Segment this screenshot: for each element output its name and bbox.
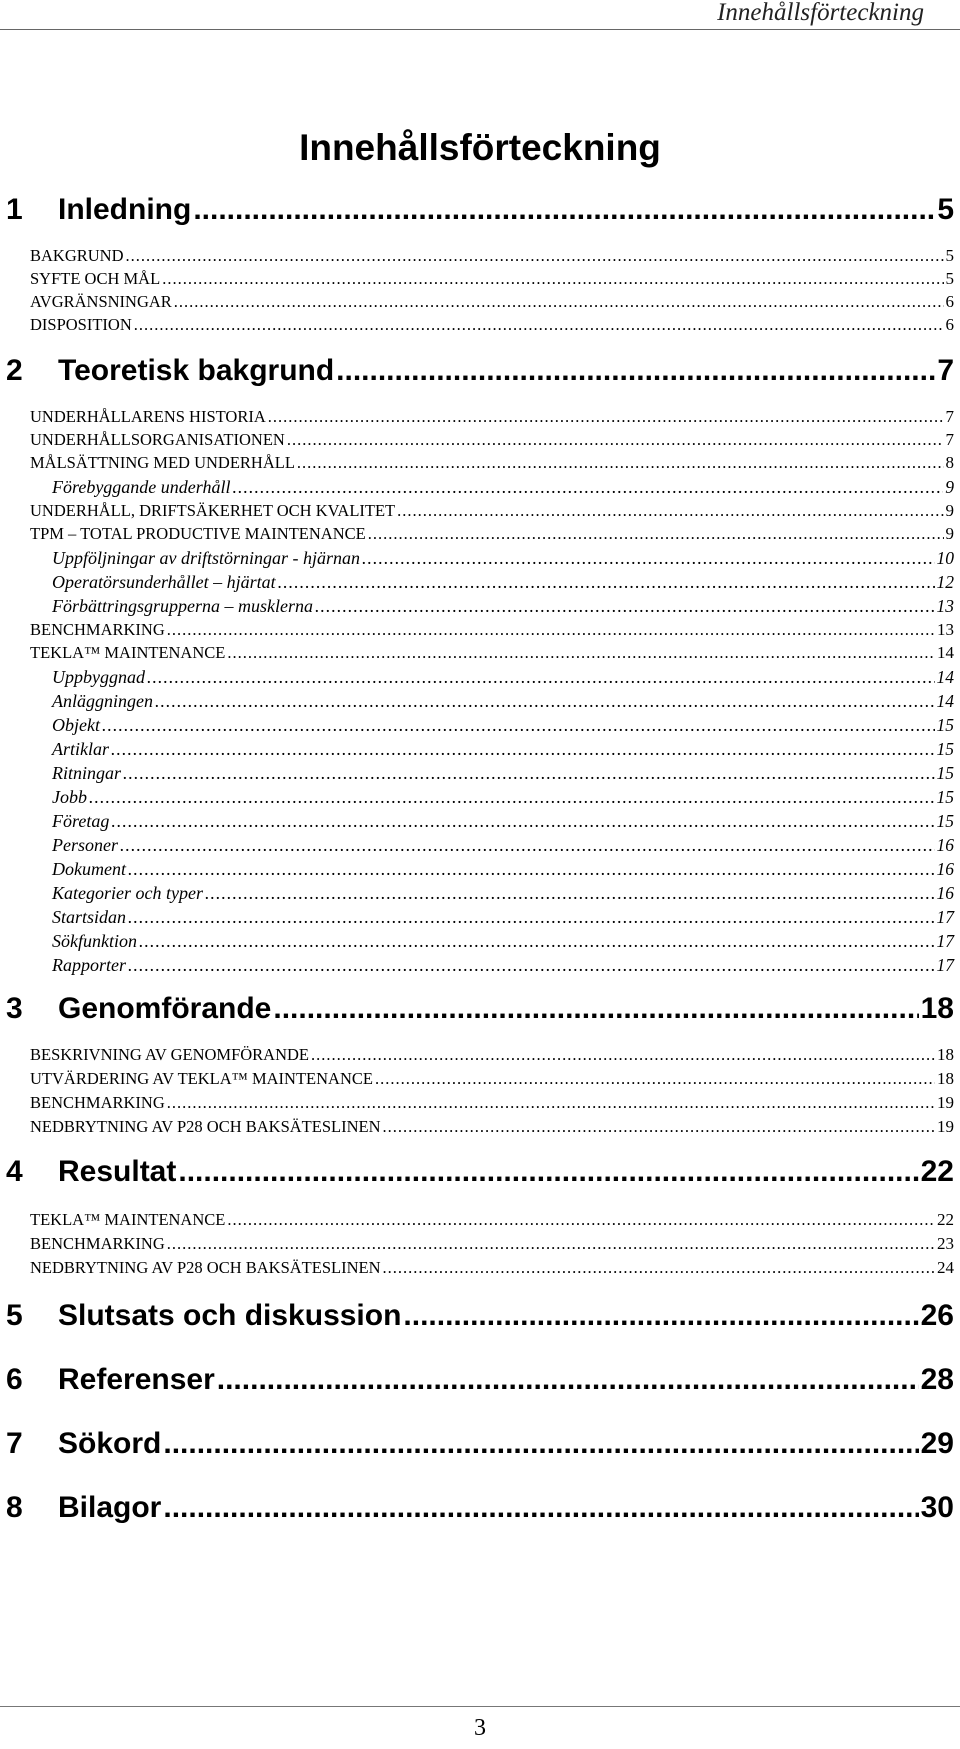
chapter-page: 22 [920, 1155, 954, 1188]
toc-subentry[interactable] [52, 547, 954, 569]
toc-subentry[interactable] [52, 906, 954, 928]
dot-leader [163, 1424, 918, 1464]
entry-page: 9 [945, 477, 954, 497]
entry-title: TEKLA™ MAINTENANCE [30, 1210, 226, 1229]
chapter-number: 4 [6, 1155, 23, 1188]
toc-entry[interactable] [30, 429, 954, 451]
chapter-title: Inledning [58, 193, 192, 226]
entry-page: 18 [937, 1069, 954, 1088]
entry-title: Sökfunktion [52, 931, 137, 951]
toc-entry[interactable] [30, 268, 954, 290]
chapter-page: 18 [920, 992, 954, 1025]
dot-leader [383, 1257, 935, 1279]
dot-leader [123, 762, 934, 784]
toc-subentry[interactable] [52, 762, 954, 784]
toc-entry[interactable] [30, 245, 954, 267]
dot-leader [311, 1044, 935, 1066]
dot-leader [397, 500, 943, 522]
entry-page: 23 [937, 1234, 954, 1253]
entry-page: 16 [936, 835, 954, 855]
toc-entry[interactable] [30, 452, 954, 474]
toc-entry[interactable] [30, 1092, 954, 1114]
entry-page: 15 [936, 811, 954, 831]
entry-page: 10 [936, 548, 954, 568]
dot-leader [174, 291, 944, 313]
dot-leader [315, 595, 935, 617]
dot-leader [134, 314, 944, 336]
footer-divider [0, 1706, 960, 1707]
dot-leader [227, 642, 935, 664]
toc-subentry[interactable] [52, 810, 954, 832]
toc-subentry[interactable] [52, 882, 954, 904]
chapter-title: Slutsats och diskussion [58, 1299, 402, 1332]
chapter-page: 26 [920, 1299, 954, 1332]
entry-page: 7 [945, 407, 954, 426]
toc-entry[interactable] [30, 500, 954, 522]
entry-title: UNDERHÅLL, DRIFTSÄKERHET OCH KVALITET [30, 501, 396, 520]
entry-page: 15 [936, 787, 954, 807]
dot-leader [287, 429, 944, 451]
chapter-page: 28 [920, 1363, 954, 1396]
dot-leader [147, 666, 935, 688]
toc-entry[interactable] [30, 291, 954, 313]
entry-title: Anläggningen [52, 691, 153, 711]
entry-page: 16 [936, 883, 954, 903]
toc-chapter-8[interactable] [0, 1488, 954, 1528]
entry-page: 7 [945, 430, 954, 449]
entry-title: Kategorier och typer [52, 883, 203, 903]
toc-subentry[interactable] [52, 834, 954, 856]
entry-page: 5 [945, 246, 954, 265]
entry-page: 14 [937, 643, 954, 662]
toc-entry[interactable] [30, 1044, 954, 1066]
dot-leader [155, 690, 935, 712]
toc-entry[interactable] [30, 619, 954, 641]
entry-title: UTVÄRDERING AV TEKLA™ MAINTENANCE [30, 1069, 373, 1088]
dot-leader [163, 1488, 918, 1528]
dot-leader [128, 954, 935, 976]
dot-leader [268, 406, 944, 428]
toc-entry[interactable] [30, 1068, 954, 1090]
toc-entry[interactable] [30, 1257, 954, 1279]
dot-leader [278, 571, 935, 593]
chapter-number: 3 [6, 992, 23, 1025]
entry-title: MÅLSÄTTNING MED UNDERHÅLL [30, 453, 295, 472]
entry-title: Artiklar [52, 739, 109, 759]
entry-title: BENCHMARKING [30, 1093, 165, 1112]
entry-title: Startsidan [52, 907, 127, 927]
dot-leader [102, 714, 935, 736]
toc-subentry[interactable] [52, 595, 954, 617]
dot-leader [205, 882, 935, 904]
entry-page: 17 [936, 931, 954, 951]
toc-subentry[interactable] [52, 476, 954, 498]
toc-subentry[interactable] [52, 954, 954, 976]
entry-title: Operatörsunderhållet – hjärtat [52, 572, 276, 592]
toc-subentry[interactable] [52, 930, 954, 952]
entry-page: 15 [936, 715, 954, 735]
dot-leader [383, 1116, 935, 1138]
entry-page: 18 [937, 1045, 954, 1064]
dot-leader [111, 810, 934, 832]
dot-leader [232, 476, 943, 498]
entry-page: 15 [936, 763, 954, 783]
entry-title: Förbättringsgrupperna – musklerna [52, 596, 313, 616]
entry-title: Rapporter [52, 955, 126, 975]
dot-leader [227, 1209, 935, 1231]
toc-entry[interactable] [30, 1116, 954, 1138]
entry-title: NEDBRYTNING AV P28 OCH BAKSÄTESLINEN [30, 1258, 381, 1277]
chapter-title: Resultat [58, 1155, 177, 1188]
entry-title: Företag [52, 811, 110, 831]
chapter-title: Genomförande [58, 992, 272, 1025]
chapter-title: Bilagor [58, 1491, 162, 1524]
entry-title: BENCHMARKING [30, 620, 165, 639]
entry-page: 9 [945, 501, 954, 520]
entry-page: 8 [945, 453, 954, 472]
entry-page: 14 [936, 691, 954, 711]
toc-chapter-1[interactable] [0, 190, 954, 230]
dot-leader [217, 1360, 919, 1400]
entry-page: 24 [937, 1258, 954, 1277]
dot-leader [368, 523, 944, 545]
dot-leader [139, 930, 935, 952]
entry-page: 22 [937, 1210, 954, 1229]
dot-leader [126, 245, 944, 267]
toc-title: Innehållsförteckning [299, 127, 661, 168]
entry-title: Personer [52, 835, 118, 855]
dot-leader [162, 268, 943, 290]
toc-subentry[interactable] [52, 714, 954, 736]
entry-page: 19 [937, 1117, 954, 1136]
entry-title: Objekt [52, 715, 100, 735]
entry-page: 14 [936, 667, 954, 687]
dot-leader [375, 1068, 935, 1090]
dot-leader [89, 786, 935, 808]
entry-title: TEKLA™ MAINTENANCE [30, 643, 226, 662]
chapter-title: Sökord [58, 1427, 162, 1460]
entry-page: 6 [945, 292, 954, 311]
toc-chapter-6[interactable] [0, 1360, 954, 1400]
dot-leader [128, 906, 934, 928]
toc-entry[interactable] [30, 1209, 954, 1231]
chapter-page: 5 [937, 193, 954, 226]
entry-title: BESKRIVNING AV GENOMFÖRANDE [30, 1045, 310, 1064]
dot-leader [403, 1296, 918, 1336]
chapter-page: 29 [920, 1427, 954, 1460]
entry-page: 12 [936, 572, 954, 592]
toc-entry[interactable] [30, 642, 954, 664]
toc-entry[interactable] [30, 314, 954, 336]
entry-title: UNDERHÅLLSORGANISATIONEN [30, 430, 285, 449]
dot-leader [336, 351, 935, 391]
toc-chapter-4[interactable] [0, 1152, 954, 1192]
entry-title: BAKGRUND [30, 246, 124, 265]
chapter-number: 5 [6, 1299, 23, 1332]
chapter-number: 2 [6, 354, 23, 387]
page-number: 3 [474, 1715, 486, 1741]
chapter-title: Referenser [58, 1363, 215, 1396]
toc-subentry[interactable] [52, 786, 954, 808]
dot-leader [167, 619, 935, 641]
chapter-number: 1 [6, 193, 23, 226]
entry-title: TPM – TOTAL PRODUCTIVE MAINTENANCE [30, 524, 366, 543]
dot-leader [273, 989, 918, 1029]
entry-title: SYFTE OCH MÅL [30, 269, 161, 288]
toc-chapter-5[interactable] [0, 1296, 954, 1336]
entry-page: 13 [937, 620, 954, 639]
toc-chapter-3[interactable] [0, 989, 954, 1029]
dot-leader [120, 834, 935, 856]
entry-page: 15 [936, 739, 954, 759]
chapter-page: 7 [937, 354, 954, 387]
toc-entry[interactable] [30, 1233, 954, 1255]
chapter-page: 30 [920, 1491, 954, 1524]
dot-leader [128, 858, 935, 880]
toc-subentry[interactable] [52, 738, 954, 760]
toc-subentry[interactable] [52, 690, 954, 712]
dot-leader [167, 1092, 935, 1114]
entry-title: Uppbyggnad [52, 667, 145, 687]
entry-title: Förebyggande underhåll [52, 477, 231, 497]
toc-subentry[interactable] [52, 571, 954, 593]
entry-title: UNDERHÅLLARENS HISTORIA [30, 407, 266, 426]
toc-entry[interactable] [30, 406, 954, 428]
entry-title: Ritningar [52, 763, 122, 783]
toc-subentry[interactable] [52, 858, 954, 880]
chapter-number: 8 [6, 1491, 23, 1524]
entry-title: Uppföljningar av driftstörningar - hjärnan [52, 548, 361, 568]
dot-leader [178, 1152, 918, 1192]
entry-page: 16 [936, 859, 954, 879]
entry-page: 6 [945, 315, 954, 334]
running-header-title: Innehållsförteckning [717, 0, 924, 26]
toc-chapter-2[interactable] [0, 351, 954, 391]
dot-leader [111, 738, 935, 760]
entry-page: 13 [936, 596, 954, 616]
toc-subentry[interactable] [52, 666, 954, 688]
entry-title: BENCHMARKING [30, 1234, 165, 1253]
dot-leader [297, 452, 944, 474]
toc-chapter-7[interactable] [0, 1424, 954, 1464]
dot-leader [362, 547, 934, 569]
chapter-number: 6 [6, 1363, 23, 1396]
entry-title: Jobb [52, 787, 87, 807]
entry-page: 19 [937, 1093, 954, 1112]
entry-title: AVGRÄNSNINGAR [30, 292, 172, 311]
entry-title: DISPOSITION [30, 315, 132, 334]
entry-title: Dokument [52, 859, 126, 879]
entry-page: 9 [945, 524, 954, 543]
entry-title: NEDBRYTNING AV P28 OCH BAKSÄTESLINEN [30, 1117, 381, 1136]
dot-leader [167, 1233, 935, 1255]
chapter-title: Teoretisk bakgrund [58, 354, 335, 387]
entry-page: 5 [945, 269, 954, 288]
entry-page: 17 [936, 907, 954, 927]
chapter-number: 7 [6, 1427, 23, 1460]
entry-page: 17 [936, 955, 954, 975]
dot-leader [193, 190, 935, 230]
toc-entry[interactable] [30, 523, 954, 545]
